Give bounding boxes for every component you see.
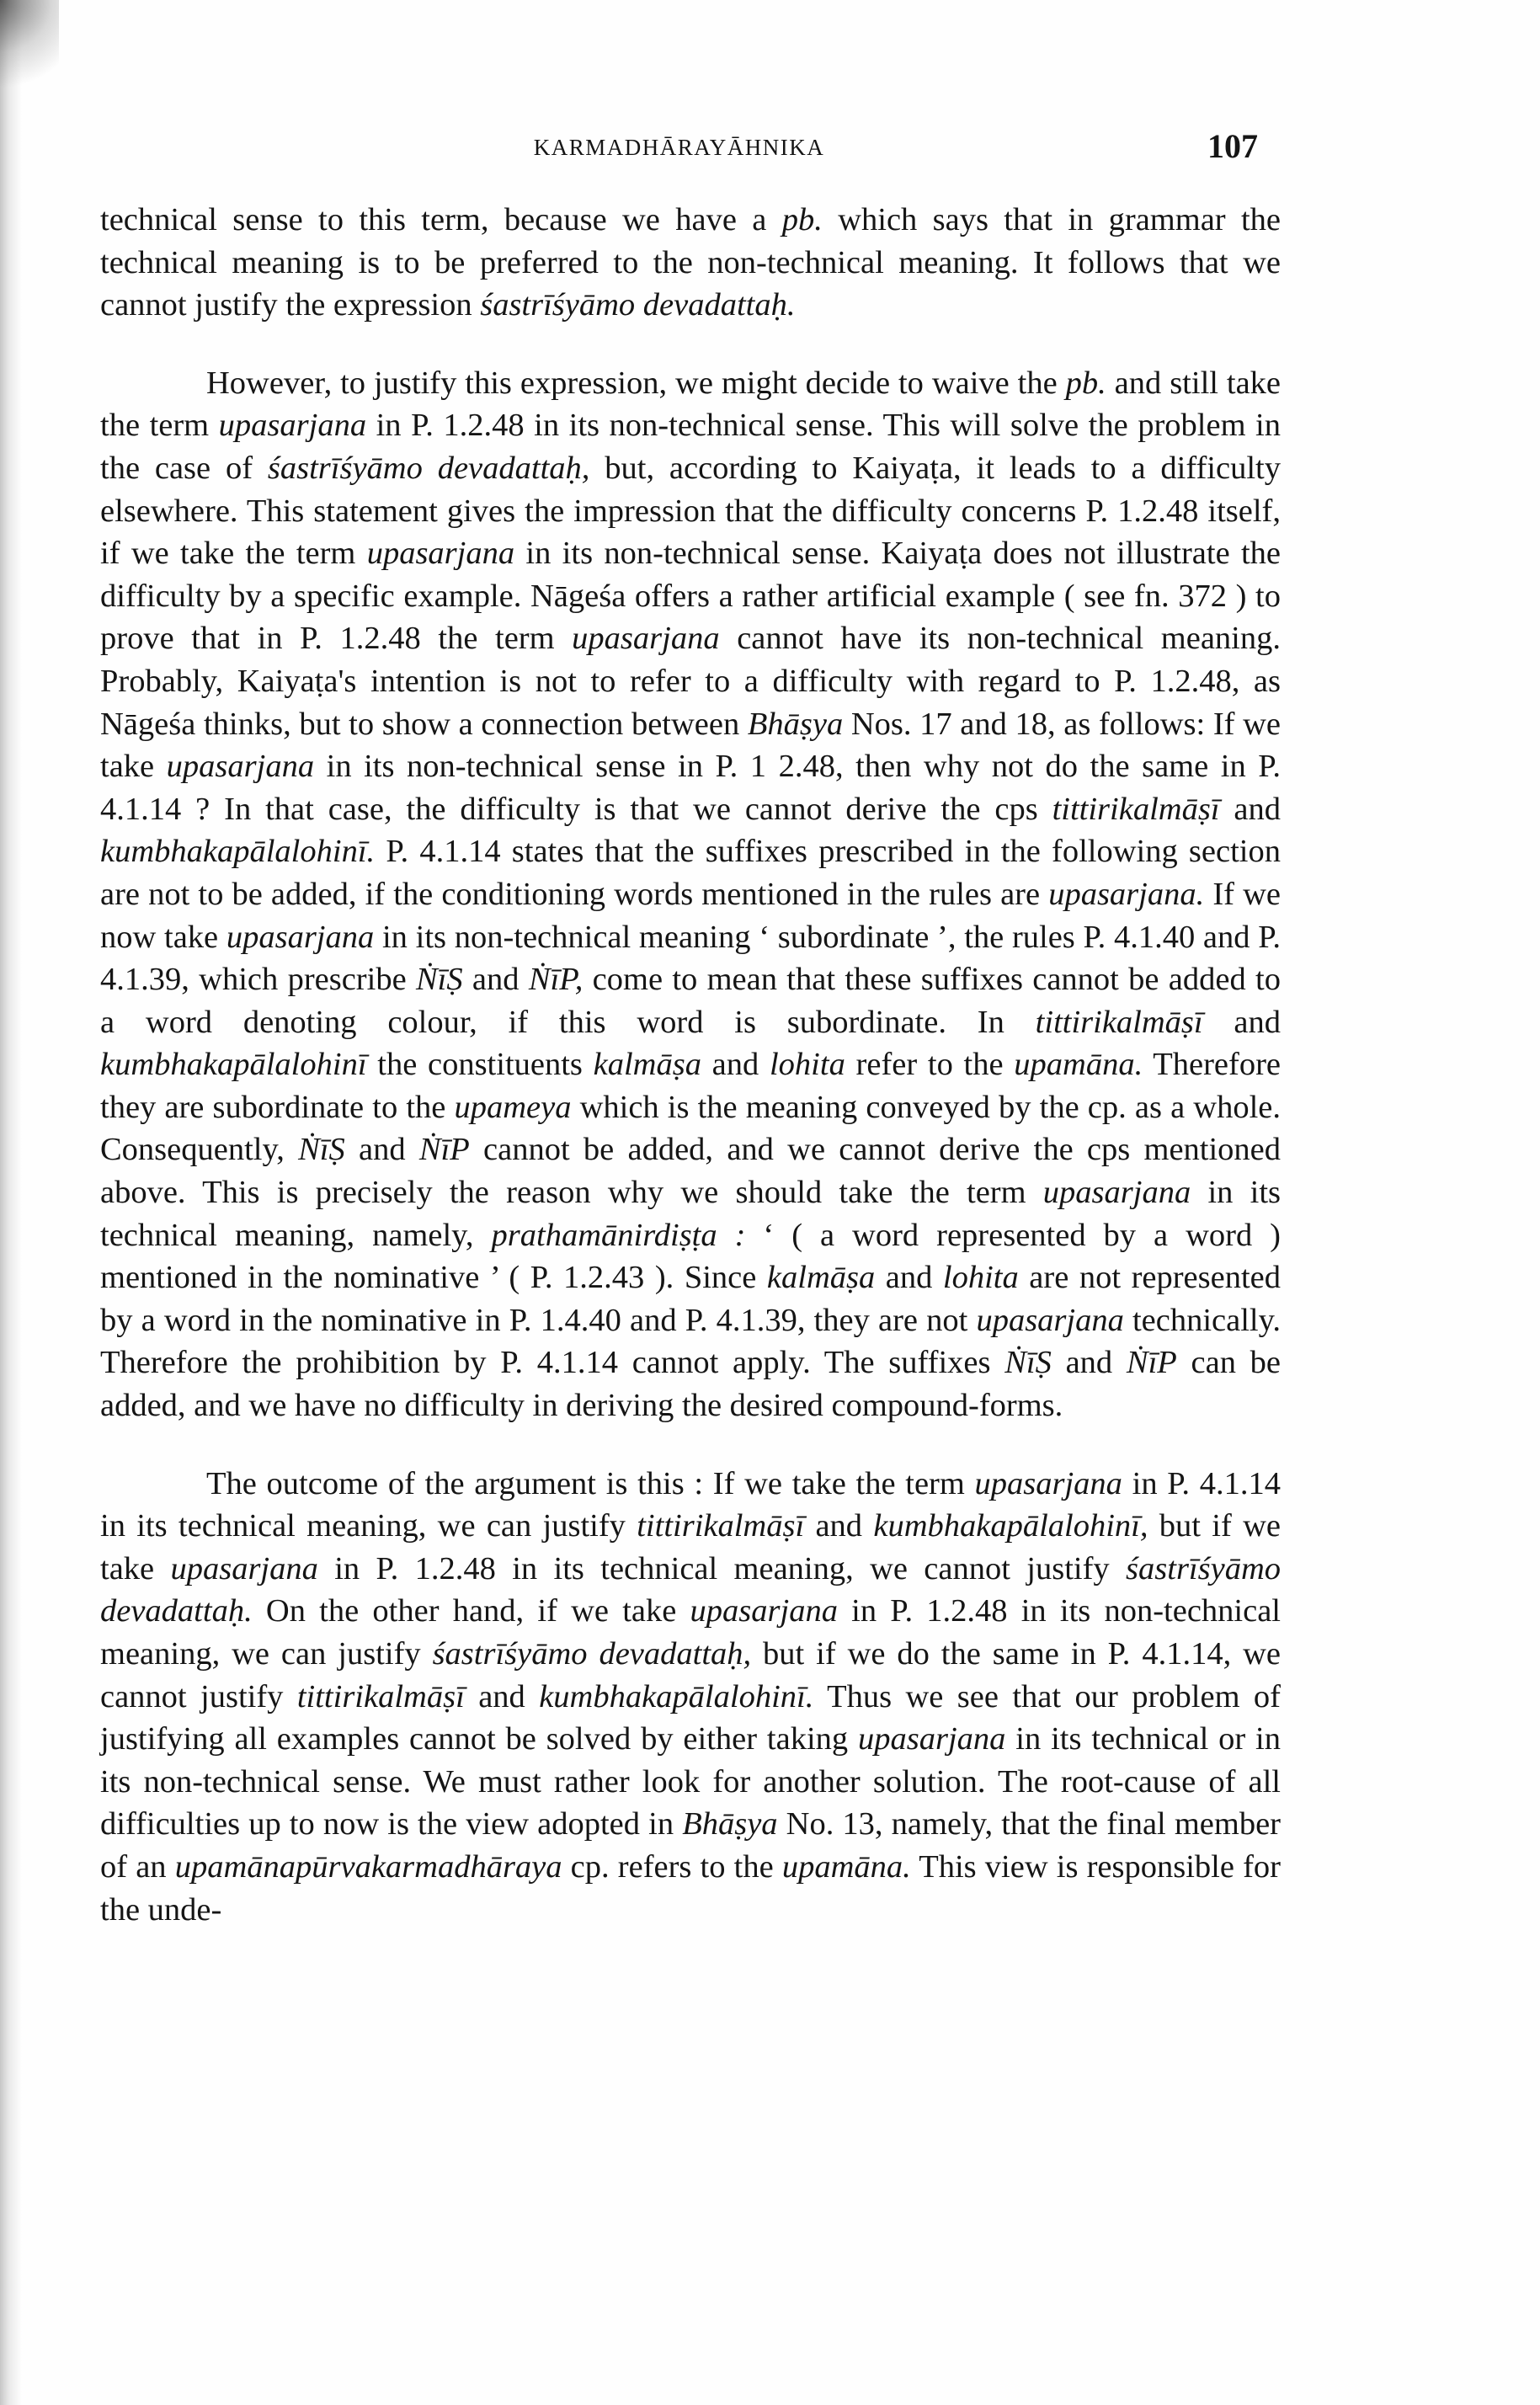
italic-term: śastrīśyāmo devadattaḥ, [432,1636,752,1672]
italic-term: ṄīP [418,1132,470,1168]
text-run: technically. Therefore the prohibition by P. 4.1.14 cannot apply. The suffixes [100,1302,1281,1381]
text-run: cannot be added, and we cannot derive the cps mentioned above. This is precisely the reason why we should take the term [100,1132,1282,1211]
text-run: in P. 1.2.48 in its technical meaning, we cannot justify [317,1550,1127,1586]
italic-term: ṄīṢ [1004,1345,1052,1381]
italic-term: ṄīṢ [298,1132,345,1168]
text-run: Therefore they are subordinate to the [100,1047,1281,1125]
italic-term: lohita [769,1047,845,1083]
italic-term: upasarjana [170,1550,318,1586]
text-run: No. 13, namely, that the final member of an [100,1806,1281,1885]
text-run: but if we do the same in P. 4.1.14, we cannot justify [100,1636,1281,1714]
italic-term: kumbhakapālalohinī [100,1047,367,1083]
italic-term: kumbhakapālalohinī. [539,1678,814,1714]
paragraph-2 [100,362,1281,1427]
paragraph-1 [100,199,1281,327]
italic-term: ṄīṢ [415,962,463,998]
italic-term: upasarjana [858,1721,1006,1757]
text-run: in P. 1.2.48 in its non-technical sense. This will solve the problem in the case of [100,408,1281,486]
text-run: but, according to Kaiyaṭa, it leads to a difficulty elsewhere. This statement gives the impression that the difficulty concerns P. 1.2.48 itself, if we take the term [100,450,1281,572]
italic-term: Bhāṣya [682,1806,778,1842]
text-run: refer to the [845,1047,1015,1083]
text-run: in its technical meaning, namely, [100,1175,1281,1253]
italic-term: upasarjana. [1048,876,1205,912]
text-run: which says that in grammar the technical meaning is to be preferred to the non-technical meaning. It follows that we cannot justify the expression [100,202,1281,323]
text-run: in its technical or in its non-technical sense. We must rather look for another solution. The root-cause of all difficulties up to now is the view adopted in [100,1721,1281,1842]
text-run: in P. 1.2.48 in its non-technical meaning, we can justify [100,1593,1281,1672]
text-run: the constituents [366,1047,594,1083]
text-run: and [462,962,529,998]
italic-term: Bhāṣya [747,706,844,742]
italic-term: kalmāṣa [766,1260,876,1296]
italic-term: lohita [942,1260,1019,1296]
text-run: are not represented by a word in the nominative in P. 1.4.40 and P. 4.1.39, they are not [100,1260,1281,1338]
body-text [100,199,1281,1931]
text-run: cannot have its non-technical meaning. Probably, Kaiyaṭa's intention is not to refer to a difficulty with regard to P. 1.2.48, as Nāgeśa thinks, but to show a connection between [100,621,1281,742]
italic-term: pb. [1065,365,1106,401]
text-run: can be added, and we have no difficulty in deriving the desired compound-forms. [100,1345,1282,1424]
text-run: and [804,1508,874,1544]
italic-term: śastrīśyāmo devadattaḥ. [480,287,796,323]
text-run: but if we take [100,1508,1282,1586]
text-run: If we now take [100,876,1281,955]
italic-term: tittirikalmāṣī [1052,791,1220,827]
scan-shadow-corner [0,0,59,101]
italic-term: upasarjana [218,408,367,444]
italic-term: upamāna. [1014,1047,1143,1083]
page-header [100,126,1258,165]
text-run: Thus we see that our problem of justifying all examples cannot be solved by either taking [100,1678,1282,1757]
italic-term: tittirikalmāṣī [296,1678,465,1714]
text-run: cp. refers to the [562,1848,782,1885]
running-title: KARMADHĀRAYĀHNIKA [533,135,825,160]
italic-term: prathamānirdiṣṭa : [491,1217,746,1253]
italic-term: tittirikalmāṣī [637,1508,805,1544]
italic-term: śastrīśyāmo devadattaḥ. [100,1550,1281,1629]
text-run: Nos. 17 and 18, as follows: If we take [100,706,1281,785]
text-run: and [344,1132,419,1168]
text-run: The outcome of the argument is this : If we take the term [206,1465,975,1501]
text-run: in its non-technical meaning ‘ subordinate ’, the rules P. 4.1.40 and P. 4.1.39, which prescribe [100,919,1281,998]
italic-term: upasarjana [166,749,315,785]
italic-term: ṄīP, [528,962,583,998]
text-run: and [464,1678,540,1714]
text-run: On the other hand, if we take [252,1593,690,1629]
italic-term: upasarjana [976,1302,1124,1338]
text-run: come to mean that these suffixes cannot be added to a word denoting colour, if this word is subordinate. In [100,962,1281,1040]
italic-term: kumbhakapālalohinī. [100,834,376,870]
italic-term: upasarjana [690,1593,838,1629]
italic-term: pb. [781,202,823,237]
text-run: However, to justify this expression, we might decide to waive the [206,365,1066,401]
text-run: and [875,1260,943,1296]
italic-term: upamānapūrvakarmadhāraya [174,1848,562,1885]
italic-term: upasarjana [226,919,375,955]
text-run: and [1051,1345,1127,1381]
italic-term: upameya [454,1089,572,1125]
paragraph-3 [100,1463,1281,1932]
text-run: This view is responsible for the unde- [100,1848,1281,1928]
text-run: and [1202,1004,1281,1040]
text-run: which is the meaning conveyed by the cp. as a whole. Consequently, [100,1089,1281,1168]
text-run: technical sense to this term, because we have a [100,202,782,237]
text-run: in its non-technical sense in P. 1 2.48, then why not do the same in P. 4.1.14 ? In that case, the difficulty is that we cannot derive the cps [100,749,1282,827]
italic-term: kumbhakapālalohinī, [873,1508,1148,1544]
text-run: in its non-technical sense. Kaiyaṭa does not illustrate the difficulty by a specific example. Nāgeśa offers a rather artificial example ( see fn. 372 ) to prove that in P. 1.2.48 the term [100,536,1281,657]
italic-term: kalmāṣa [593,1047,701,1083]
italic-term: upasarjana [974,1465,1122,1501]
text-run: and still take the term [100,365,1281,444]
italic-term: upasarjana [1042,1175,1191,1211]
text-run: and [1219,791,1281,827]
scan-shadow-edge [0,0,22,2405]
italic-term: upasarjana [572,621,720,657]
text-run: ‘ ( a word represented by a word ) mentioned in the nominative ’ ( P. 1.2.43 ). Since [100,1217,1281,1296]
italic-term: ṄīP [1126,1345,1177,1381]
italic-term: śastrīśyāmo devadattaḥ, [267,450,590,486]
italic-term: tittirikalmāṣī [1035,1004,1203,1040]
text-run: in P. 4.1.14 in its technical meaning, we can justify [100,1465,1281,1544]
italic-term: upamāna. [781,1848,911,1885]
page-number: 107 [1207,127,1258,165]
italic-term: upasarjana [366,536,515,572]
text-run: P. 4.1.14 states that the suffixes prescribed in the following section are not to be added, if the conditioning words mentioned in the rules are [100,834,1281,912]
text-run: and [701,1047,770,1083]
